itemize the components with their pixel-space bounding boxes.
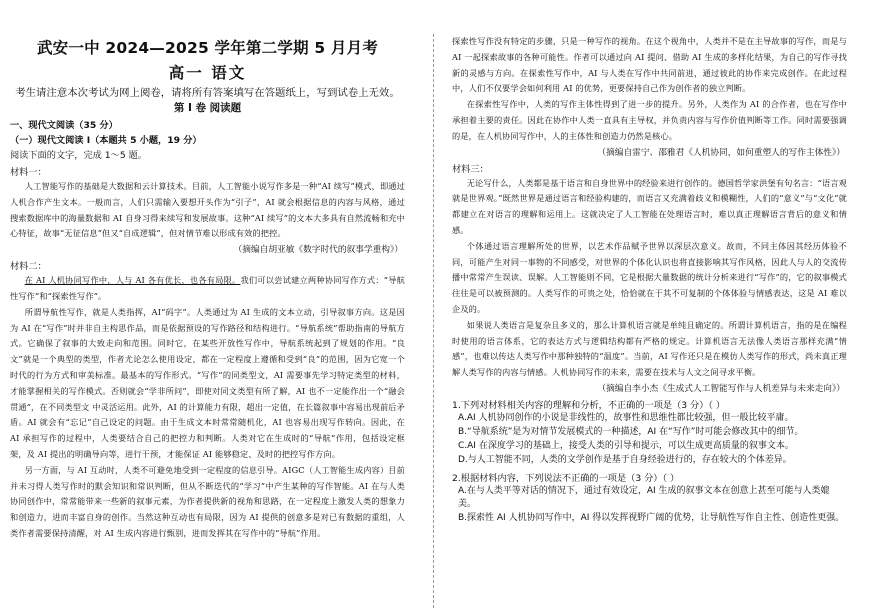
material-3-paragraph-1: 无论写什么，人类都是基于语言和自身世界中的经验来进行创作的。德国哲学家洪堡有句名言：“语言观就是世界观。”既然世界是通过语言和经验构建的，而语言又充满着歧义和模糊性，人们的“意义”与“文化”就都建立在对语言的理解和运用上。这就决定了人工智能在处理语言时，难以真正理解语言背后的意义和情感。 xyxy=(452,177,847,235)
left-column xyxy=(10,34,405,609)
question-1-option-c: C.AI 在深度学习的基础上，接受人类的引导和提示，可以生成更高质量的叙事文本。 xyxy=(458,440,794,451)
question-1-stem: 1.下列对材料相关内容的理解和分析，不正确的一项是（3 分）（ ） xyxy=(452,399,726,411)
material-2-paragraph-1: 所谓导航性写作，就是人类指挥，AI“码字”。人类通过为 AI 生成的文本立动，引导叙事方向。这是因为 AI 在“写作”时并非自主构思作品，而是依据预设的写作路径和结构进行。“导航系统”帮助指南的导航方式。它确保了叙事的大致走向和范围。同时它，在某些开放性写作中，导航系统起到了规划的作用。“良文”就是一个典型的类型，作者尤论怎么使用设定，都在一定程度上遵循和受到“良”的范围，因为它宽一个时代的行为方式和审美标准。最基本的写作形式。“写作”的同类型文，AI 需要事先学习特定类型的材料，才能掌握相关的写作模式。否则就会“学非所问”，即使对同文类型有所了解，AI 也不一定能作出一个“融会贯通”，在不同类型文 中灵活运用。此外，AI 的计算能力有限，超出一定值，在长篇叙事中容易出现前后矛盾。AI 就会有“忘记”自己设定的问题。由于生成文本时常常随机化，AI 也容易出现写作转向。因此，在 AI 承担写作的过程中，人类要结合自己的把控力和判断。人类对它在生成时的“导航”作用，包括设定框架，及 AI 提出的明确导向等，进行干预，才能保证 AI 能够稳定、及时的把控写作方向。 xyxy=(10,306,405,459)
material-1-text: 人工智能写作的基础是大数据和云计算技术。目前，人工智能小说写作多是一种“AI 续写”模式，即通过人机合作产生文本。一般而言，人们只需输入要想开头作为“引子”，AI 就会根据信息的内容与风格，通过搜索数据库中的海量数据和 AI 自身习得来续写和发展故事。这种“AI 续写”的文本大多具有自然流畅和充中心特征，故事“无征信息”但又“自成逻辑”，但对情节难以形成有效的把控。 xyxy=(10,181,405,239)
question-1-option-a: A.AI 人机协同创作的小说是非线性的，故事性和思维性都比较强，但一般比较平庸。 xyxy=(458,412,794,423)
question-1-option-b: B.“导航系统”是为对情节发展模式的一种描述，AI 在“写作”时可能会修改其中的细节。 xyxy=(458,426,804,437)
sub-section-heading: （一）现代文阅读 I（本题共 5 小题，19 分） xyxy=(10,135,202,146)
material-2-lead xyxy=(10,273,405,305)
exam-title: 武安一中 2024—2025 学年第二学期 5 月月考 xyxy=(36,39,379,57)
question-2-option-a: A.在与人类平等对话的情况下，通过有效设定，AI 生成的叙事文本在创意上甚至可能与人类媲美。 xyxy=(458,485,830,509)
subject-title: 高一 语文 xyxy=(168,64,247,82)
exam-notice: 考生请注意本次考试为网上阅卷，请将所有答案填写在答题纸上，写到试卷上无效。 xyxy=(15,87,400,99)
material-2-lead-underlined: 在 AI 人机协同写作中，人与 AI 各有优长，也各有局限。 xyxy=(24,275,241,286)
column-divider xyxy=(433,34,434,608)
material-3-source: （摘编自李小杰《生成式人工智能写作与人机差异与未来走向》） xyxy=(597,383,845,394)
material-2-lead-rest: 我们可以尝试建立两种协同写作方式：“导航性写作”和“探索性写作”。 xyxy=(10,275,405,301)
material-3-paragraph-3: 如果说人类语言是复杂且多义的，那么计算机语言就是单纯且确定的。所谓计算机语言，指的是在编程时使用的语言体系，它的表达方式与逻辑结构都有严格的规定。计算机语言无法像人类语言那样充满“情感”，也难以传达人类写作中那种独特的“温度”。当前，AI 写作还只是在模仿人类写作的形式，尚未真正理解人类写作的内容与情感。人机协同写作的未来，需要在技术与人文之间寻求平衡。 xyxy=(452,319,847,378)
material-2-explore-paragraph: 在探索性写作中，人类的写作主体性得到了进一步的提升。另外，人类作为 AI 的合作者，也在写作中承担着主要的责任。因此在协作中人类一直具有主导权，并负责内容与写作价值判断等工作。同时需要强调的是，在人机协同写作中，人的主体性和创造力仍然是核心。 xyxy=(452,99,847,141)
material-3-label: 材料三： xyxy=(452,163,489,175)
reading-instruction: 阅读下面的文字，完成 1～5 题。 xyxy=(10,150,147,161)
material-3-paragraph-2: 个体通过语言理解所处的世界，以艺术作品赋予世界以深层次意义。故而，不同主体因其经历体验不同，可能产生对同一事物的不同感受，对世界的个体化认识也将直接影响其写作风格，因此人与人的交流传播中常常产生误读、误解。人工智能则不同，它是根据大量数据的统计分析来进行“写作”的，它的叙事模式往往是可以被预测的。人类写作的可贵之处，恰恰就在于其不可复制的个体体验与情感表达，这是 AI 难以企及的。 xyxy=(452,240,847,314)
material-2-continuation: 探索性写作没有特定的步骤，只是一种写作的视角。在这个视角中，人类并不是在主导故事的写作，而是与 AI 一起探索故事的各种可能性。作者可以通过向 AI 提问、借助 AI 生成的多样化结果，为自己的写作寻找新的灵感与方向。在探索性写作中，AI 与人类在写作中共同前进，通过彼此的协作来完成创作。在此过程中，人们不仅要学会如何利用 AI 的优势，更要保持自己作为创作者的独立判断。 xyxy=(452,36,847,94)
material-1-label: 材料一： xyxy=(10,167,47,178)
part-heading: 第 I 卷 阅读题 xyxy=(173,102,242,114)
section-heading: 一、现代文阅读（35 分） xyxy=(10,120,118,131)
material-1-source: （摘编自胡亚敏《数字时代的叙事学重构》） xyxy=(233,245,403,256)
material-2-label: 材料二： xyxy=(10,261,47,273)
material-2-paragraph-2: 另一方面，与 AI 互动时，人类不可避免地受到一定程度的信息引导。AIGC（人工智能生成内容）目前并未习得人类写作时的默会知识和常识判断，但从不断迭代的“学习”中产生某种的写作智能。AI 在与人类协同创作中，常常能带来一些新的叙事元素，为作者提供新的视角和思路，在一定程度上激发人类的想象力和创造力，进而丰富自身的创作。当然这种互动也有局限，因为 AI 提供的创意多是对已有数据的重组，人类作者需要保持清醒，对 AI 生成内容进行甄别，进而发挥其在写作中的“导航”作用。 xyxy=(10,464,405,538)
material-2-source: （摘编自雷宁、邵雅君《人机协同，如何重塑人的写作主体性》） xyxy=(597,147,845,158)
question-2-option-b: B.探索性 AI 人机协同写作中，AI 得以发挥视野广阔的优势，让导航性写作自主性、创造性更强。 xyxy=(458,512,845,523)
right-column xyxy=(452,34,847,612)
question-1-option-d: D.与人工智能不同，人类的文学创作是基于自身经验进行的，存在较大的个体差异。 xyxy=(458,454,792,465)
question-2-stem: 2.根据材料内容，下列说法不正确的一项是（3 分）（ ） xyxy=(452,472,680,484)
